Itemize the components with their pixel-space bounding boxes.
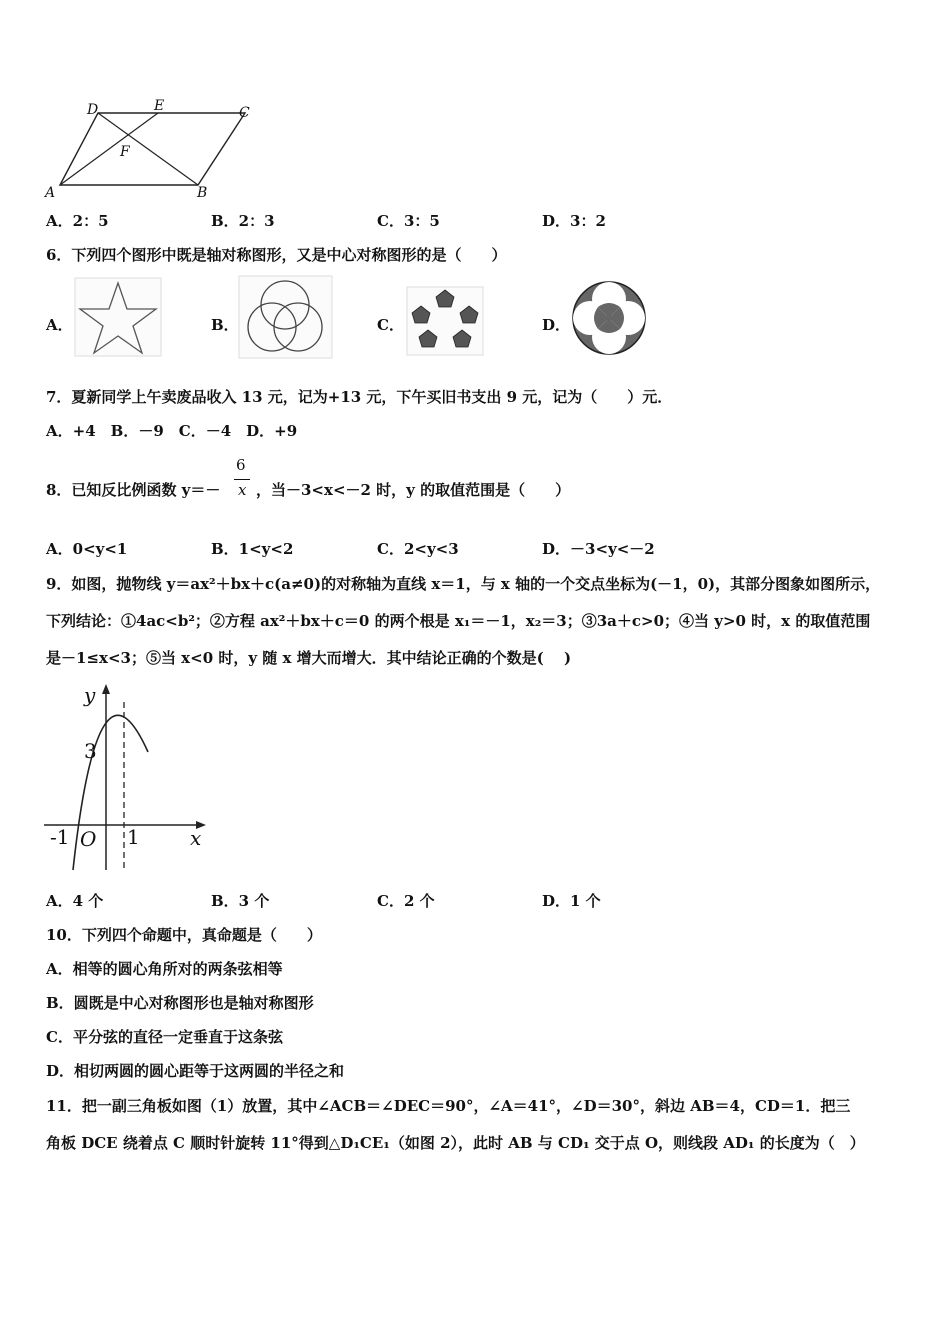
q9-option-b: B．3 个 — [211, 892, 270, 910]
q6-option-b: B． — [211, 316, 239, 334]
q8-frac-numerator: 6 — [236, 456, 246, 474]
parabola-graph — [40, 680, 220, 880]
q10-option-b: B．圆既是中心对称图形也是轴对称图形 — [46, 994, 314, 1012]
q5-option-d: D．3：2 — [542, 212, 606, 230]
q11-stem-line1: 11．把一副三角板如图（1）放置，其中∠ACB＝∠DEC＝90°，∠A＝41°，∠D＝30°，斜边 AB＝4，CD＝1．把三 — [46, 1097, 851, 1115]
q10-option-a: A．相等的圆心角所对的两条弦相等 — [46, 960, 283, 978]
q8-option-c: C．2<y<3 — [377, 540, 459, 558]
q9-stem-line1: 9．如图，抛物线 y＝ax²＋bx＋c(a≠0)的对称轴为直线 x＝1，与 x 轴的一个交点坐标为(－1，0)，其部分图象如图所示， — [46, 575, 881, 593]
q8-frac-denominator: x — [238, 481, 247, 499]
q5-option-c: C．3：5 — [377, 212, 440, 230]
q9-option-c: C．2 个 — [377, 892, 435, 910]
star-figure — [74, 277, 162, 357]
q7-options: A．+4 B．－9 C．－4 D．+9 — [46, 422, 298, 440]
q8-stem-part2: ，当－3<x<－2 时，y 的取值范围是（ ） — [256, 481, 571, 499]
label-D: D — [87, 102, 99, 118]
label-B: B — [197, 185, 208, 201]
q6-option-a: A． — [46, 316, 73, 334]
q9-stem-line3: 是－1≤x<3；⑤当 x<0 时，y 随 x 增大而增大．其中结论正确的个数是( ) — [46, 649, 572, 667]
graph-tick-1: 1 — [127, 825, 140, 849]
graph-x-label: x — [190, 826, 202, 850]
q10-stem: 10．下列四个命题中，真命题是（ ） — [46, 926, 322, 944]
label-C: C — [239, 105, 250, 121]
q8-option-b: B．1<y<2 — [211, 540, 294, 558]
circle-petals-figure — [570, 279, 648, 357]
q8-option-a: A．0<y<1 — [46, 540, 128, 558]
q8-stem-part1: 8．已知反比例函数 y＝－ — [46, 481, 221, 499]
q11-stem-line2: 角板 DCE 绕着点 C 顺时针旋转 11°得到△D₁CE₁（如图 2），此时 AB 与 CD₁ 交于点 O，则线段 AD₁ 的长度为（ ） — [46, 1134, 865, 1152]
q10-option-c: C．平分弦的直径一定垂直于这条弦 — [46, 1028, 283, 1046]
parallelogram-figure — [40, 95, 270, 205]
q5-option-a: A．2：5 — [46, 212, 109, 230]
q5-option-b: B．2：3 — [211, 212, 275, 230]
three-circles-figure — [238, 275, 333, 359]
q6-option-d: D． — [542, 316, 571, 334]
q6-option-c: C． — [377, 316, 404, 334]
q9-stem-line2: 下列结论：①4ac<b²；②方程 ax²＋bx＋c＝0 的两个根是 x₁＝－1，x₂＝3；③3a＋c>0；④当 y>0 时，x 的取值范围 — [46, 612, 871, 630]
q10-option-d: D．相切两圆的圆心距等于这两圆的半径之和 — [46, 1062, 345, 1080]
q7-stem: 7．夏新同学上午卖废品收入 13 元，记为+13 元，下午买旧书支出 9 元，记为（ ）元． — [46, 388, 673, 406]
q8-option-d: D．－3<y<－2 — [542, 540, 655, 558]
q6-stem: 6．下列四个图形中既是轴对称图形，又是中心对称图形的是（ ） — [46, 246, 507, 264]
graph-tick-neg1: -1 — [50, 825, 70, 849]
graph-y-label: y — [84, 683, 96, 707]
label-A: A — [45, 185, 56, 201]
q8-frac-bar — [234, 479, 250, 480]
label-E: E — [154, 98, 165, 114]
five-pentagons-figure — [406, 286, 484, 356]
graph-tick-3: 3 — [84, 739, 97, 763]
label-F: F — [120, 144, 130, 160]
q9-option-a: A．4 个 — [46, 892, 104, 910]
q9-option-d: D．1 个 — [542, 892, 601, 910]
graph-origin: O — [80, 827, 97, 851]
